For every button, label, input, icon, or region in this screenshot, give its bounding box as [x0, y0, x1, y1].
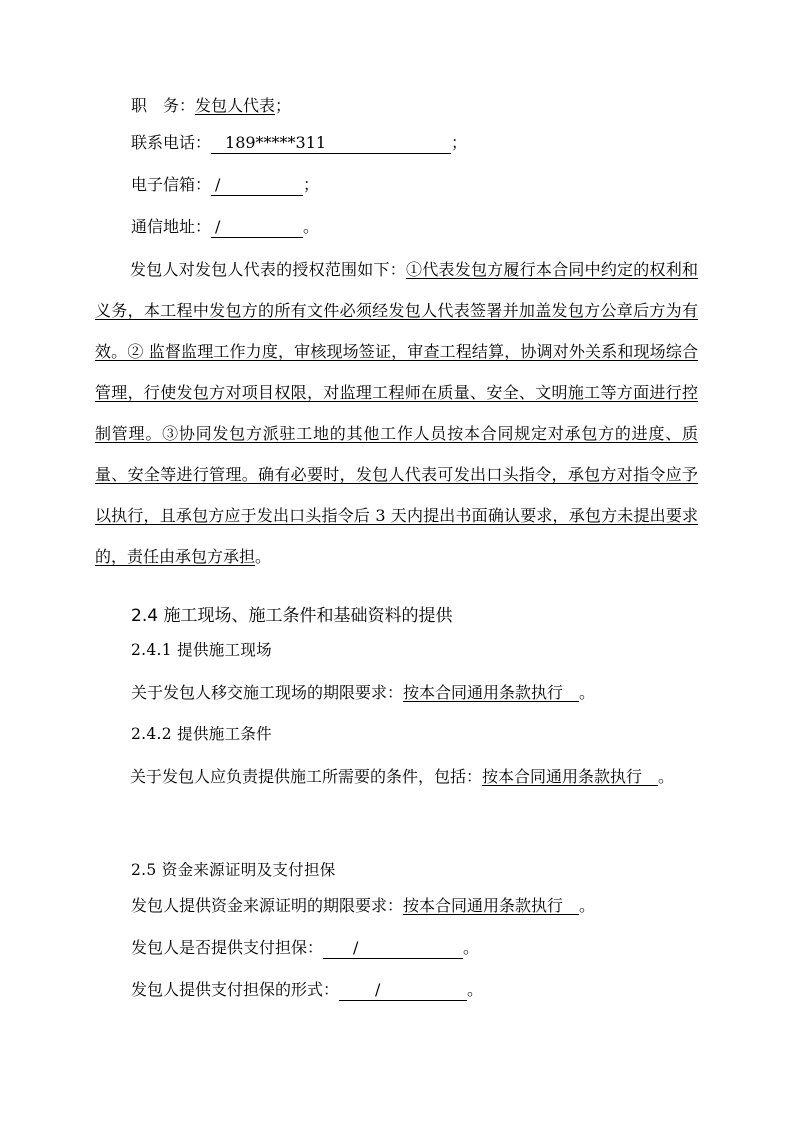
guarantee-form-end: 。 — [467, 980, 484, 999]
address-end: 。 — [303, 217, 320, 236]
section-2-5-title: 2.5 资金来源证明及支付担保 — [131, 861, 336, 879]
conditions-end: 。 — [658, 767, 675, 786]
guarantee-end: 。 — [463, 938, 480, 957]
section-2-4-2-title: 2.4.2 提供施工条件 — [131, 725, 272, 743]
section-2-4-title: 2.4 施工现场、施工条件和基础资料的提供 — [131, 606, 453, 626]
guarantee-form-value: / — [339, 981, 467, 1001]
email-end: ； — [303, 175, 320, 194]
authority-lead: 发包人对发包人代表的授权范围如下： — [130, 260, 406, 279]
conditions-value: 按本合同通用条款执行 — [482, 767, 643, 786]
guarantee-label: 发包人是否提供支付担保： — [131, 938, 324, 957]
position-value: 发包人代表 — [195, 96, 276, 115]
position-line — [131, 96, 291, 116]
address-line — [131, 217, 319, 238]
authority-body: ①代表发包方履行本合同中约定的权利和义务，本工程中发包方的所有文件必须经发包人代表签署并加盖发包方公章后方为有效。② 监督监理工作力度，审核现场签证，审查工程结算，协调对外关系和现场综合管理，行使发包方对项目权限，对监理工程师在质量、安全、文明施工等方面进行控制管理。③协同发包方派驻工地的其他工作人员按本合同规定对承包方的进度、质量、安全等进行管理。确有必要时，发包人代表可发出口头指令，承包方对指令应予以执行，且承包方应于发出口头指令后 3 天内提出书面确认要求，承包方未提出要求的，责任由承包方承担 — [95, 260, 698, 566]
fund-proof-value: 按本合同通用条款执行 — [403, 896, 564, 915]
section-2-4-1-title: 2.4.1 提供施工现场 — [131, 641, 272, 659]
fund-proof-line — [131, 896, 595, 916]
guarantee-line — [131, 938, 479, 959]
site-handover-end: 。 — [579, 683, 596, 702]
site-handover-label: 关于发包人移交施工现场的期限要求： — [131, 683, 404, 702]
email-value: / — [211, 176, 303, 196]
conditions-paragraph — [95, 756, 698, 797]
phone-line — [131, 133, 467, 154]
email-line — [131, 175, 319, 196]
position-label: 职 务： — [131, 96, 196, 115]
email-label: 电子信箱： — [131, 175, 212, 194]
fund-proof-label: 发包人提供资金来源证明的期限要求： — [131, 896, 404, 915]
phone-label: 联系电话： — [131, 133, 212, 152]
guarantee-form-label: 发包人提供支付担保的形式： — [131, 980, 340, 999]
guarantee-value: / — [323, 939, 463, 959]
site-handover-value: 按本合同通用条款执行 — [403, 683, 564, 702]
site-handover-line — [131, 683, 595, 703]
phone-value: 189*****311 — [211, 134, 451, 154]
address-label: 通信地址： — [131, 217, 212, 236]
fund-proof-end: 。 — [579, 896, 596, 915]
conditions-label: 关于发包人应负责提供施工所需要的条件，包括： — [130, 767, 483, 786]
guarantee-form-line — [131, 980, 483, 1001]
address-value: / — [211, 218, 303, 238]
position-end: ； — [275, 96, 292, 115]
authority-paragraph — [95, 249, 698, 577]
authority-end: 。 — [255, 547, 272, 566]
phone-end: ； — [451, 133, 468, 152]
